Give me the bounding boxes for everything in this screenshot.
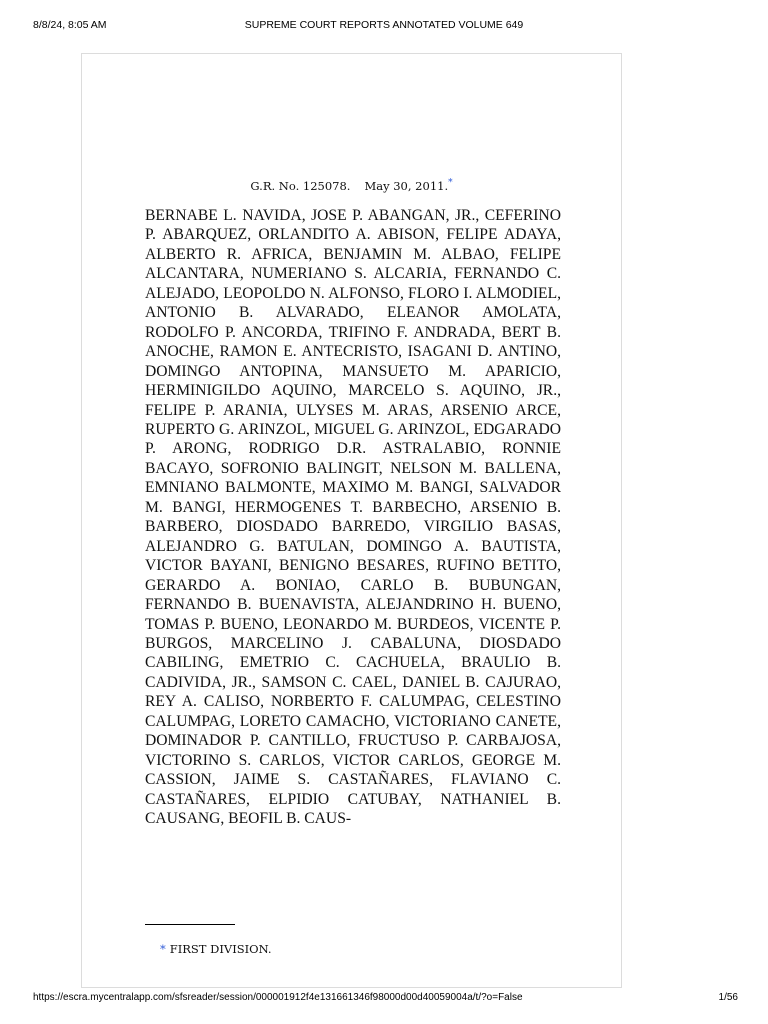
case-number: G.R. No. 125078. bbox=[250, 179, 351, 193]
print-datetime: 8/8/24, 8:05 AM bbox=[33, 19, 107, 31]
parties-paragraph: BERNABE L. NAVIDA, JOSE P. ABANGAN, JR., CEFERINO P. ABARQUEZ, ORLANDITO A. ABISON, FELIPE ADAYA, ALBERTO R. AFRICA, BENJAMIN M. ALBAO, FELIPE ALCANTARA, NUMERIANO S. ALCARIA, FERNANDO C. ALEJADO, LEOPOLDO N. ALFONSO, FLORO I. ALMODIEL, ANTONIO B. ALVARADO, ELEANOR AMOLATA, RODOLFO P. ANCORDA, TRIFINO F. ANDRADA, BERT B. ANOCHE, RAMON E. ANTECRISTO, ISAGANI D. ANTINO, DOMINGO ANTOPINA, MANSUETO M. APARICIO, HERMINIGILDO AQUINO, MARCELO S. AQUINO, JR., FELIPE P. ARANIA, ULYSES M. ARAS, ARSENIO ARCE, RUPERTO G. ARINZOL, MIGUEL G. ARINZOL, EDGARADO P. ARONG, RODRIGO D.R. ASTRALABIO, RONNIE BACAYO, SOFRONIO BALINGIT, NELSON M. BALLENA, EMNIANO BALMONTE, MAXIMO M. BANGI, SALVADOR M. BANGI, HERMOGENES T. BARBECHO, ARSENIO B. BARBERO, DIOSDADO BARREDO, VIRGILIO BASAS, ALEJANDRO G. BATULAN, DOMINGO A. BAUTISTA, VICTOR BAYANI, BENIGNO BESARES, RUFINO BETITO, GERARDO A. BONIAO, CARLO B. BUBUNGAN, FERNANDO B. BUENAVISTA, ALEJANDRINO H. BUENO, TOMAS P. BUENO, LEONARDO M. BURDEOS, VICENTE P. BURGOS, MARCELINO J. CABALUNA, DIOSDADO CABILING, EMETRIO C. CACHUELA, BRAULIO B. CADIVIDA, JR., SAMSON C. CAEL, DANIEL B. CAJURAO, REY A. CALISO, NORBERTO F. CALUMPAG, CELESTINO CALUMPAG, LORETO CAMACHO, VICTORIANO CANETE, DOMINADOR P. CANTILLO, FRUCTUSO P. CARBAJOSA, VICTORINO S. CARLOS, VICTOR CARLOS, GEORGE M. CASSION, JAIME S. CASTAÑARES, FLAVIANO C. CASTAÑARES, ELPIDIO CATUBAY, NATHANIEL B. CAUSANG, BEOFIL B. CAUS- bbox=[145, 207, 561, 828]
footnote-star-link[interactable]: * bbox=[160, 942, 166, 956]
footnote-text: FIRST DIVISION. bbox=[169, 942, 272, 956]
footnote-reference-link[interactable]: * bbox=[448, 178, 453, 189]
print-url: https://escra.mycentralapp.com/sfsreader/session/000001912f4e131661346f98000d00d40059004a/t/?o=False bbox=[33, 992, 523, 1003]
print-title: SUPREME COURT REPORTS ANNOTATED VOLUME 649 bbox=[244, 19, 524, 31]
footnote-divider bbox=[145, 924, 235, 925]
case-heading bbox=[82, 179, 621, 193]
document-page bbox=[81, 53, 622, 988]
footnote bbox=[160, 942, 272, 956]
print-footer bbox=[0, 990, 768, 1010]
print-header bbox=[0, 0, 768, 48]
case-date: May 30, 2011. bbox=[364, 179, 449, 193]
page-indicator: 1/56 bbox=[718, 992, 738, 1003]
